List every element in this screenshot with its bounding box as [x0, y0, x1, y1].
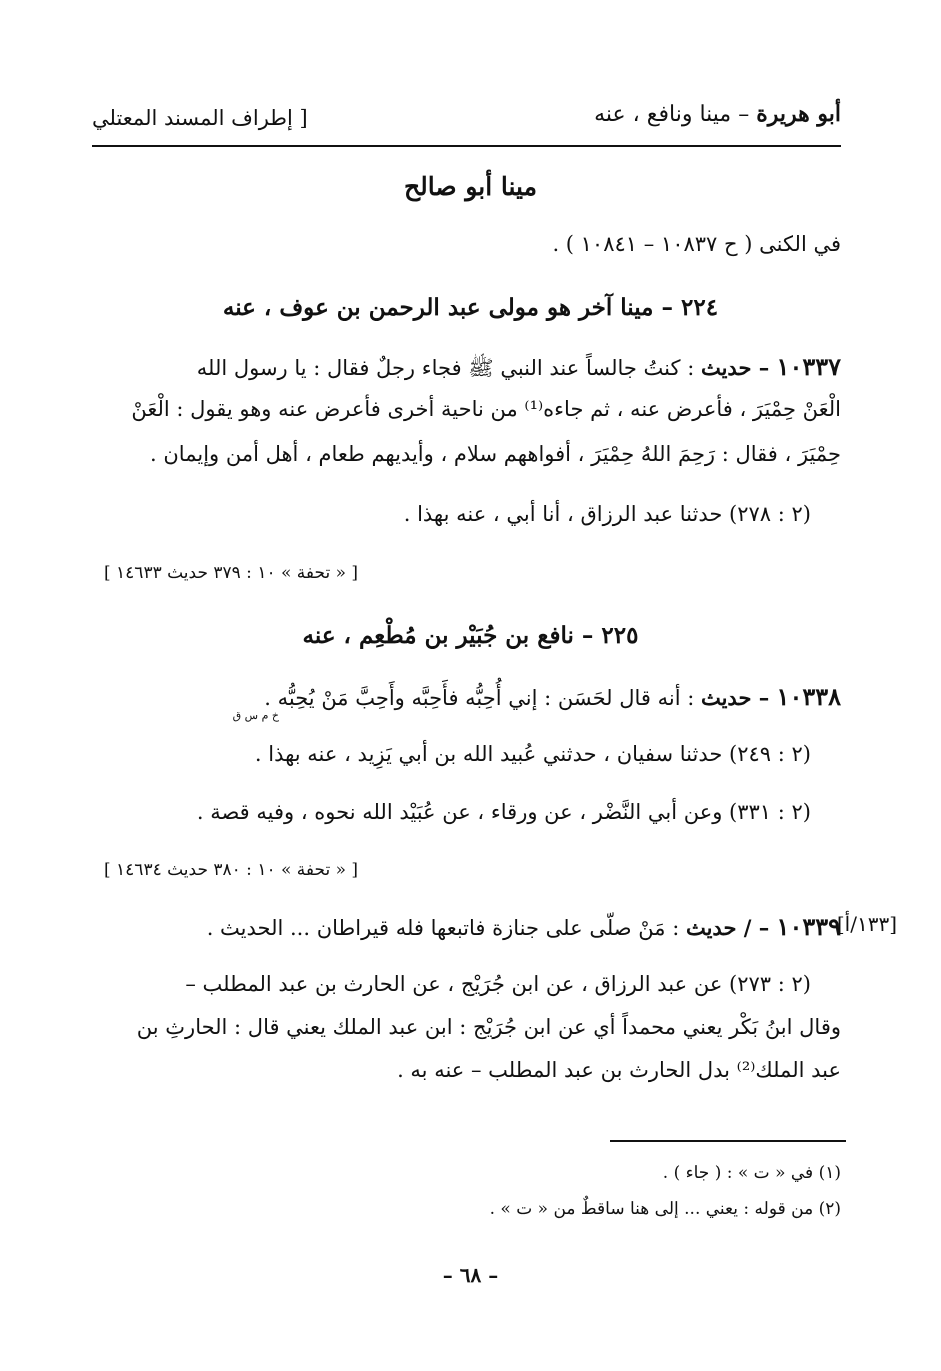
header-topic: – مينا ونافع ، عنه — [594, 102, 757, 127]
hadith-10337-line2: الْعَنْ حِمْيَرَ ، فأعرض عنه ، ثم جاءه⁽¹⁾ من ناحية أخرى فأعرض عنه وهو يقول : الْعَنْ — [131, 397, 841, 421]
hadith-text: : مَنْ صلّى على جنازة فاتبعها فله قيراطان ... الحديث . — [206, 916, 686, 940]
hadith-10337-line1 — [197, 352, 841, 386]
section-heading-224: ٢٢٤ – مينا آخر هو مولى عبد الرحمن بن عوف ، عنه — [222, 294, 719, 321]
hadith-number: ١٠٣٣٩ — [776, 912, 841, 941]
hadith-text: : أنه قال لحَسَن : إني أُحِبُّه فأَحِبَّه وأَحِبَّ مَنْ يُحِبُّه . — [264, 686, 701, 710]
running-header-left: [ إطراف المسند المعتلي — [92, 106, 308, 130]
footnote-rule — [610, 1140, 846, 1142]
hadith-10339-source-line3: عبد الملك⁽²⁾ بدل الحارث بن عبد المطلب – عنه به . — [397, 1058, 841, 1082]
section-title: مينا أبو صالح — [404, 172, 537, 201]
hadith-10338-line — [264, 682, 841, 711]
hadith-text: : كنتُ جالساً عند النبي ﷺ فجاء رجلٌ فقال : يا رسول الله — [196, 356, 701, 380]
hadith-10337-source: (٢ : ٢٧٨) حدثنا عبد الرزاق ، أنا أبي ، عنه بهذا . — [403, 502, 811, 526]
hadith-10339-source-line2: وقال ابنُ بَكْر يعني محمداً أي عن ابن جُرَيْج : ابن عبد الملك يعني قال : الحارثِ بن — [136, 1015, 841, 1039]
footnote-1: (١) في « ت » : ( جاء ) . — [662, 1163, 841, 1183]
hadith-10337-line3: حِمْيَرَ ، فقال : رَحِمَ اللهُ حِمْيَرَ ، أفواههم سلام ، وأيديهم طعام ، أهل أمن وإيمان . — [150, 442, 841, 466]
manuscript-folio-marker: [١٣٣/أ] — [836, 912, 897, 936]
hadith-label: – حديث — [700, 355, 777, 380]
footnote-2: (٢) من قوله : يعني ... إلى هنا ساقطٌ من « ت » . — [489, 1199, 841, 1219]
sigla-marks: خ م س ق — [232, 709, 279, 722]
running-header-right — [594, 101, 841, 127]
hadith-10339-line — [207, 912, 841, 941]
hadith-10338-source1: (٢ : ٢٤٩) حدثنا سفيان ، حدثني عُبيد الله بن أبي يَزِيد ، عنه بهذا . — [254, 742, 811, 766]
hadith-10339-source-line1: (٢ : ٢٧٣) عن عبد الرزاق ، عن ابن جُرَيْج ، عن الحارث بن عبد المطلب – — [185, 972, 811, 996]
page-number: – ٦٨ – — [442, 1263, 499, 1287]
hadith-label: – حديث — [700, 685, 777, 710]
hadith-10338-source2: (٢ : ٣٣١) وعن أبي النَّضْر ، عن ورقاء ، عن عُبَيْد الله نحوه ، وفيه قصة . — [196, 800, 811, 824]
section-heading-225: ٢٢٥ – نافع بن جُبَيْر بن مُطْعِم ، عنه — [302, 622, 639, 649]
hadith-number: ١٠٣٣٧ — [776, 352, 841, 381]
tuhfa-reference-10338: [ « تحفة » ١٠ : ٣٨٠ حديث ١٤٦٣٤ ] — [104, 860, 359, 880]
header-rule — [92, 145, 841, 147]
hadith-number: ١٠٣٣٨ — [776, 682, 841, 711]
tuhfa-reference-10337: [ « تحفة » ١٠ : ٣٧٩ حديث ١٤٦٣٣ ] — [104, 563, 359, 583]
hadith-label: – / حديث — [685, 915, 777, 940]
header-author: أبو هريرة — [756, 101, 841, 127]
kuna-reference: في الكنى ( ح ١٠٨٣٧ – ١٠٨٤١ ) . — [552, 232, 841, 256]
